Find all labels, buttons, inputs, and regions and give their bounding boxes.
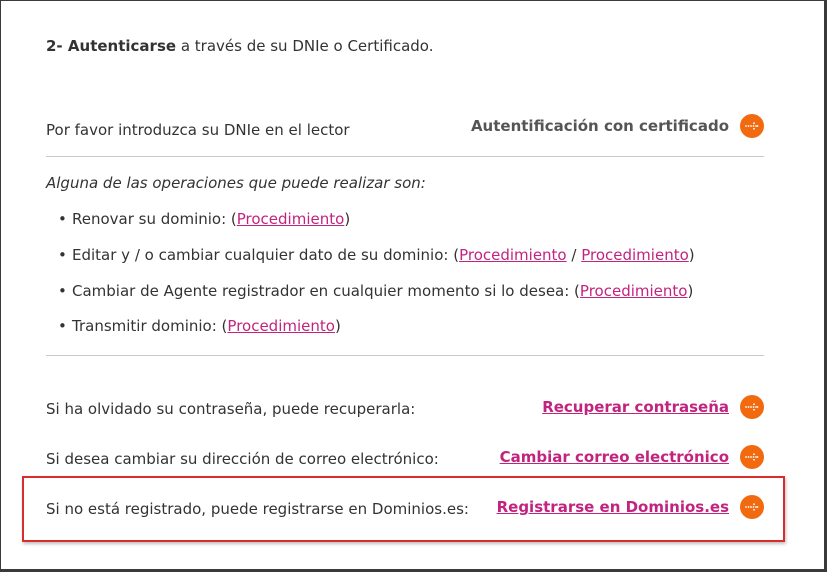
change-email-link[interactable]: Cambiar correo electrónico (499, 448, 729, 466)
operation-item-transfer (58, 317, 341, 335)
operation-item-edit (58, 246, 695, 264)
dnie-label: Por favor introduzca su DNIe en el lector (46, 121, 350, 139)
change-email-row (46, 442, 764, 472)
arrow-right-icon[interactable] (740, 114, 764, 138)
link-separator: / (566, 246, 582, 264)
operation-text: Cambiar de Agente registrador en cualquier momento si lo desea: ( (72, 282, 580, 300)
operation-item-renew (58, 210, 350, 228)
step-title-rest: a través de su DNIe o Certificado. (180, 37, 434, 55)
procedure-link[interactable]: Procedimiento (459, 246, 567, 264)
certificate-auth-link[interactable]: Autentificación con certificado (470, 117, 729, 135)
paren-close: ) (334, 317, 341, 335)
recover-password-link[interactable]: Recuperar contraseña (542, 398, 729, 416)
operation-text: Renovar su dominio: ( (72, 210, 237, 228)
operations-intro: Alguna de las operaciones que puede realizar son: (46, 174, 426, 192)
certificate-auth-action[interactable] (471, 111, 764, 141)
arrow-right-icon[interactable] (740, 395, 764, 419)
bullet: • (58, 246, 67, 264)
register-label: Si no está registrado, puede registrarse en Dominios.es: (46, 500, 469, 518)
change-email-label: Si desea cambiar su dirección de correo electrónico: (46, 450, 439, 468)
divider (46, 156, 764, 157)
procedure-link[interactable]: Procedimiento (236, 210, 345, 228)
step-title (46, 37, 433, 55)
dnie-row (46, 111, 764, 141)
procedure-link[interactable]: Procedimiento (227, 317, 335, 335)
paren-close: ) (687, 282, 694, 300)
operation-item-change-agent (58, 282, 693, 300)
step-title-strong: Autenticarse (67, 37, 177, 55)
procedure-link[interactable]: Procedimiento (581, 246, 689, 264)
bullet: • (58, 210, 67, 228)
recover-password-action[interactable] (542, 392, 764, 422)
arrow-right-icon[interactable] (740, 445, 764, 469)
step-number: 2- (46, 37, 63, 55)
procedure-link[interactable]: Procedimiento (579, 282, 688, 300)
operation-text: Editar y / o cambiar cualquier dato de su dominio: ( (72, 246, 460, 264)
operation-text: Transmitir dominio: ( (72, 317, 228, 335)
bullet: • (58, 282, 67, 300)
recover-password-label: Si ha olvidado su contraseña, puede recuperarla: (46, 400, 416, 418)
register-highlight-box (22, 476, 785, 542)
divider (46, 355, 764, 356)
paren-close: ) (344, 210, 351, 228)
bullet: • (58, 317, 67, 335)
change-email-action[interactable] (500, 442, 764, 472)
register-link[interactable]: Registrarse en Dominios.es (496, 498, 729, 516)
paren-close: ) (688, 246, 695, 264)
recover-password-row (46, 392, 764, 422)
